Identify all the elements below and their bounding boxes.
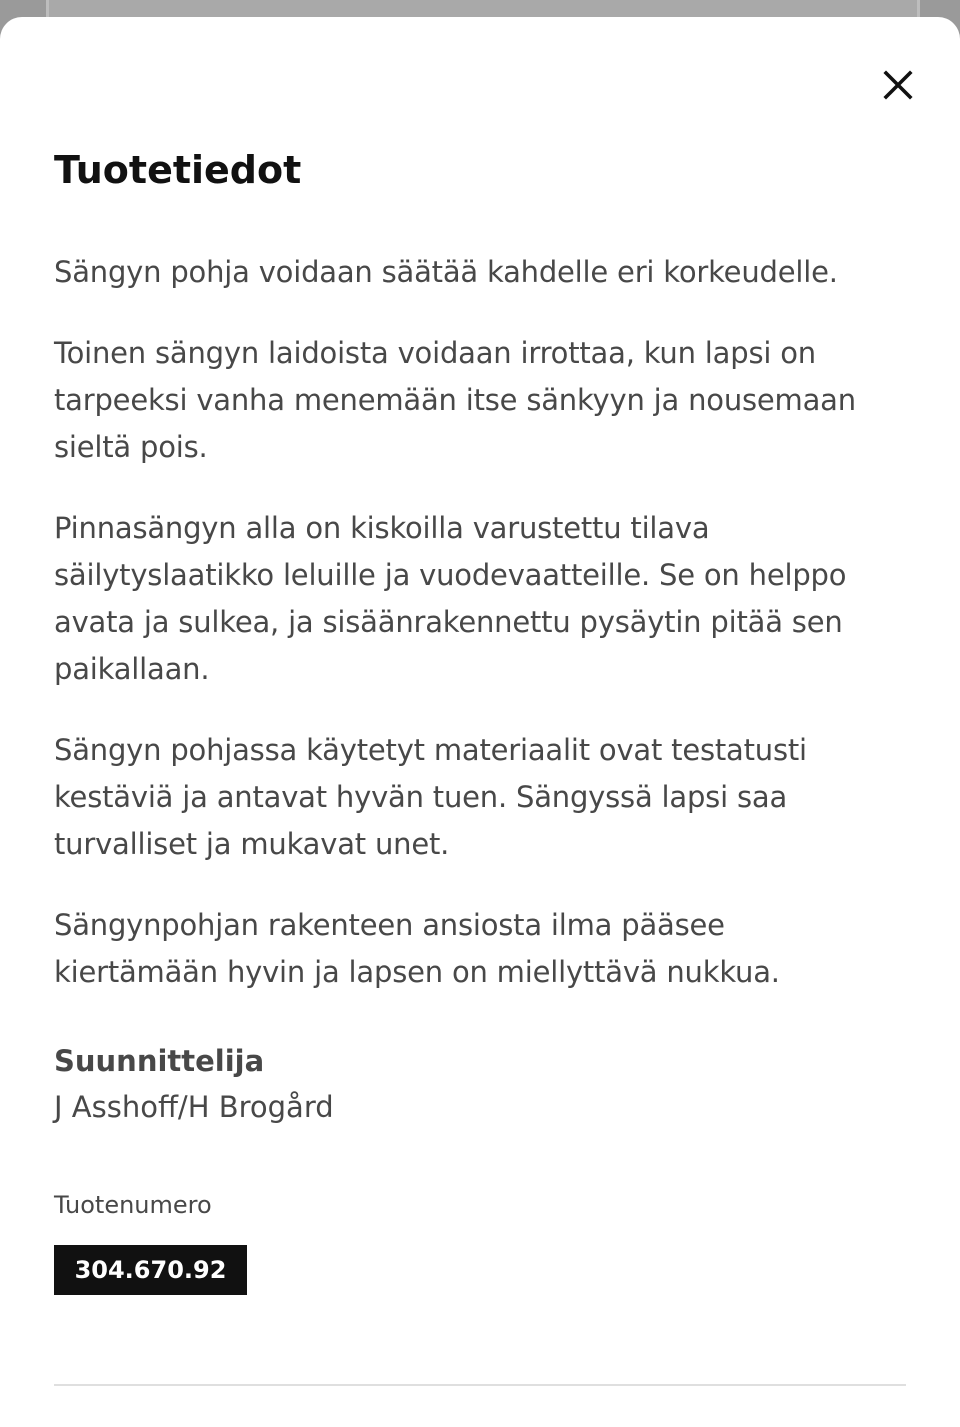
product-description bbox=[54, 249, 884, 1030]
sheet-title: Tuotetiedot bbox=[54, 148, 302, 192]
close-icon bbox=[882, 69, 914, 101]
description-paragraph: Sängyn pohjassa käytetyt materiaalit ovat testatusti kestäviä ja antavat hyvän tuen. Sängyssä lapsi saa turvalliset ja mukavat unet. bbox=[54, 733, 807, 861]
description-paragraph: Sängyn pohja voidaan säätää kahdelle eri korkeudelle. bbox=[54, 255, 838, 289]
description-paragraph: Toinen sängyn laidoista voidaan irrottaa, kun lapsi on tarpeeksi vanha menemään itse sänkyyn ja nousemaan sieltä pois. bbox=[54, 336, 856, 464]
designer-heading: Suunnittelija bbox=[54, 1044, 265, 1078]
close-button[interactable] bbox=[872, 59, 924, 111]
description-paragraph: Sängynpohjan rakenteen ansiosta ilma pääsee kiertämään hyvin ja lapsen on miellyttävä nukkua. bbox=[54, 908, 780, 989]
designer-name: J Asshoff/H Brogård bbox=[54, 1090, 334, 1124]
description-paragraph: Pinnasängyn alla on kiskoilla varustettu tilava säilytyslaatikko leluille ja vuodevaatteille. Se on helppo avata ja sulkea, ja sisäänrakennettu pysäytin pitää sen paikallaan. bbox=[54, 511, 847, 686]
product-details-sheet bbox=[0, 17, 960, 1427]
article-number-label: Tuotenumero bbox=[54, 1191, 212, 1219]
section-divider bbox=[54, 1384, 906, 1386]
article-number-badge: 304.670.92 bbox=[54, 1245, 247, 1295]
